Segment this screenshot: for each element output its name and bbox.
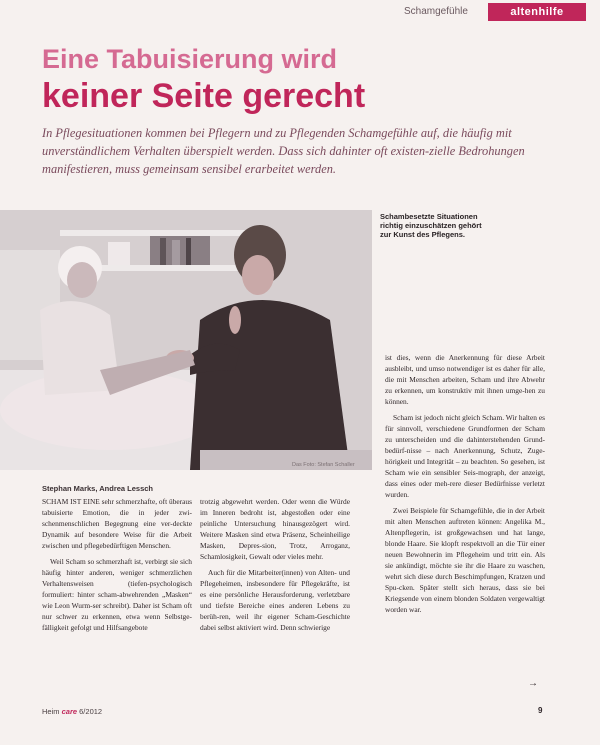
issue-number: 6/2012: [79, 707, 103, 716]
author-byline: Stephan Marks, Andrea Lessch: [42, 484, 154, 493]
body-paragraph: Weil Scham so schmerzhaft ist, verbirgt sie sich häufig hinter anderen, weniger schmerzlichen Verhaltensweisen (tiefen-psychologisch formuliert: hinter scham-abwehrenden „Masken“ wie Leon Wurm-ser schreibt). Daher ist Scham oft nur schwer zu erkennen, etwa wenn Selbstge-fälligkeit gefolgt und Hilfsangebote: [42, 557, 192, 632]
lead-paragraph: In Pflegesituationen kommen bei Pflegern und zu Pflegenden Schamgefühle auf, die häufig mit unverständlichem Verhalten überspielt werden. Dass sich dahinter oft existen-zielle Bedrohungen manifestieren, muss gemeinsam sensibel erarbeitet werden.: [42, 126, 525, 176]
text-column-1: [42, 496, 192, 638]
photo-caption: Schambesetzte Situationen richtig einzuschätzen gehört zur Kunst des Pflegens.: [380, 212, 482, 239]
body-paragraph: SCHAM IST EINE sehr schmerzhafte, oft überaus tabuisierte Emotion, die in jeder zwi-schenmenschlichen Begegnung eine ver-deckte Dynamik auf besondere Weise für die Arbeit zwischen und pflegebedürftigen Menschen.: [42, 497, 192, 550]
body-paragraph: ist dies, wenn die Anerkennung für diese Arbeit ausbleibt, und umso notwendiger ist es daher für alle, die mit Menschen arbeiten, Scham und ihre Abwehr zu erkennen, um konstruktiv mit ihnen umge-hen zu können.: [385, 353, 545, 406]
footer-prefix: Heim: [42, 707, 60, 716]
section-label: Schamgefühle: [404, 6, 468, 17]
text-column-3: [385, 352, 545, 620]
headline-line-1: Eine Tabuisierung wird: [42, 44, 338, 74]
photo-credit: Das Foto: Stefan Schaller: [292, 462, 355, 468]
text-column-2: [200, 496, 350, 638]
body-paragraph: Zwei Beispiele für Schamgefühle, die in der Arbeit mit alten Menschen auftreten können: Angelika M., Altenpflegerin, ist großgewachsen und hat lange, blonde Haare. Sie klopft respektvoll an die Tür einer neuen Bewohnerin im Pflegeheim und tritt ein. Als sie ankündigt, möchte sie ihr die Haare zu waschen, wehrt sich diese durch Beschimpfungen, Kratzen und Spu-cken. Später stellt sich heraus, dass sie bei Kriegsende von einem blonden Soldaten vergewaltigt worden war.: [385, 506, 545, 614]
body-paragraph: Scham ist jedoch nicht gleich Scham. Wir halten es für sinnvoll, verschiedene Grundformen der Scham zu unterscheiden und die dahinterstehenden Grund-bedürf-nisse – nach Anerkennung, Schutz, Zuge-hörigkeit und Integrität – zu beachten. So gesehen, ist Scham wie ein sensibler Seis-mograph, der anzeigt, dass eines oder meh-rere dieser Bedürfnisse verletzt wurden.: [385, 413, 545, 499]
continue-arrow-icon: →: [528, 678, 538, 689]
page-number: 9: [538, 706, 543, 715]
footer-publication: [42, 707, 102, 716]
magazine-name: care: [61, 707, 78, 716]
body-paragraph: trotzig abgewehrt werden. Oder wenn die Würde im Inneren bedroht ist, abgestoßen oder eine peinliche Untersuchung hinausgezögert wird. Weitere Masken sind etwa Präsenz, Scheinheilige Masken, Depres-sion, Trotz, Arroganz, Schamlosigkeit, Gewalt oder vieles mehr.: [200, 497, 350, 561]
body-paragraph: Auch für die Mitarbeiter(innen) von Alten- und Pflegeheimen, insbesondere für Pflegekräfte, ist es eine persönliche Herausforderung, verletzbare und tiefste Bereiche eines anderen Lebens zu berüh-ren, weil ihr eigener Scham-Geschichte dabei selbst aktiviert wird. Denn schwierige: [200, 568, 350, 632]
article-photo: [0, 210, 372, 470]
care-scene-illustration: [0, 210, 372, 470]
category-badge: altenhilfe: [488, 3, 586, 21]
headline-line-2: keiner Seite gerecht: [42, 77, 366, 115]
